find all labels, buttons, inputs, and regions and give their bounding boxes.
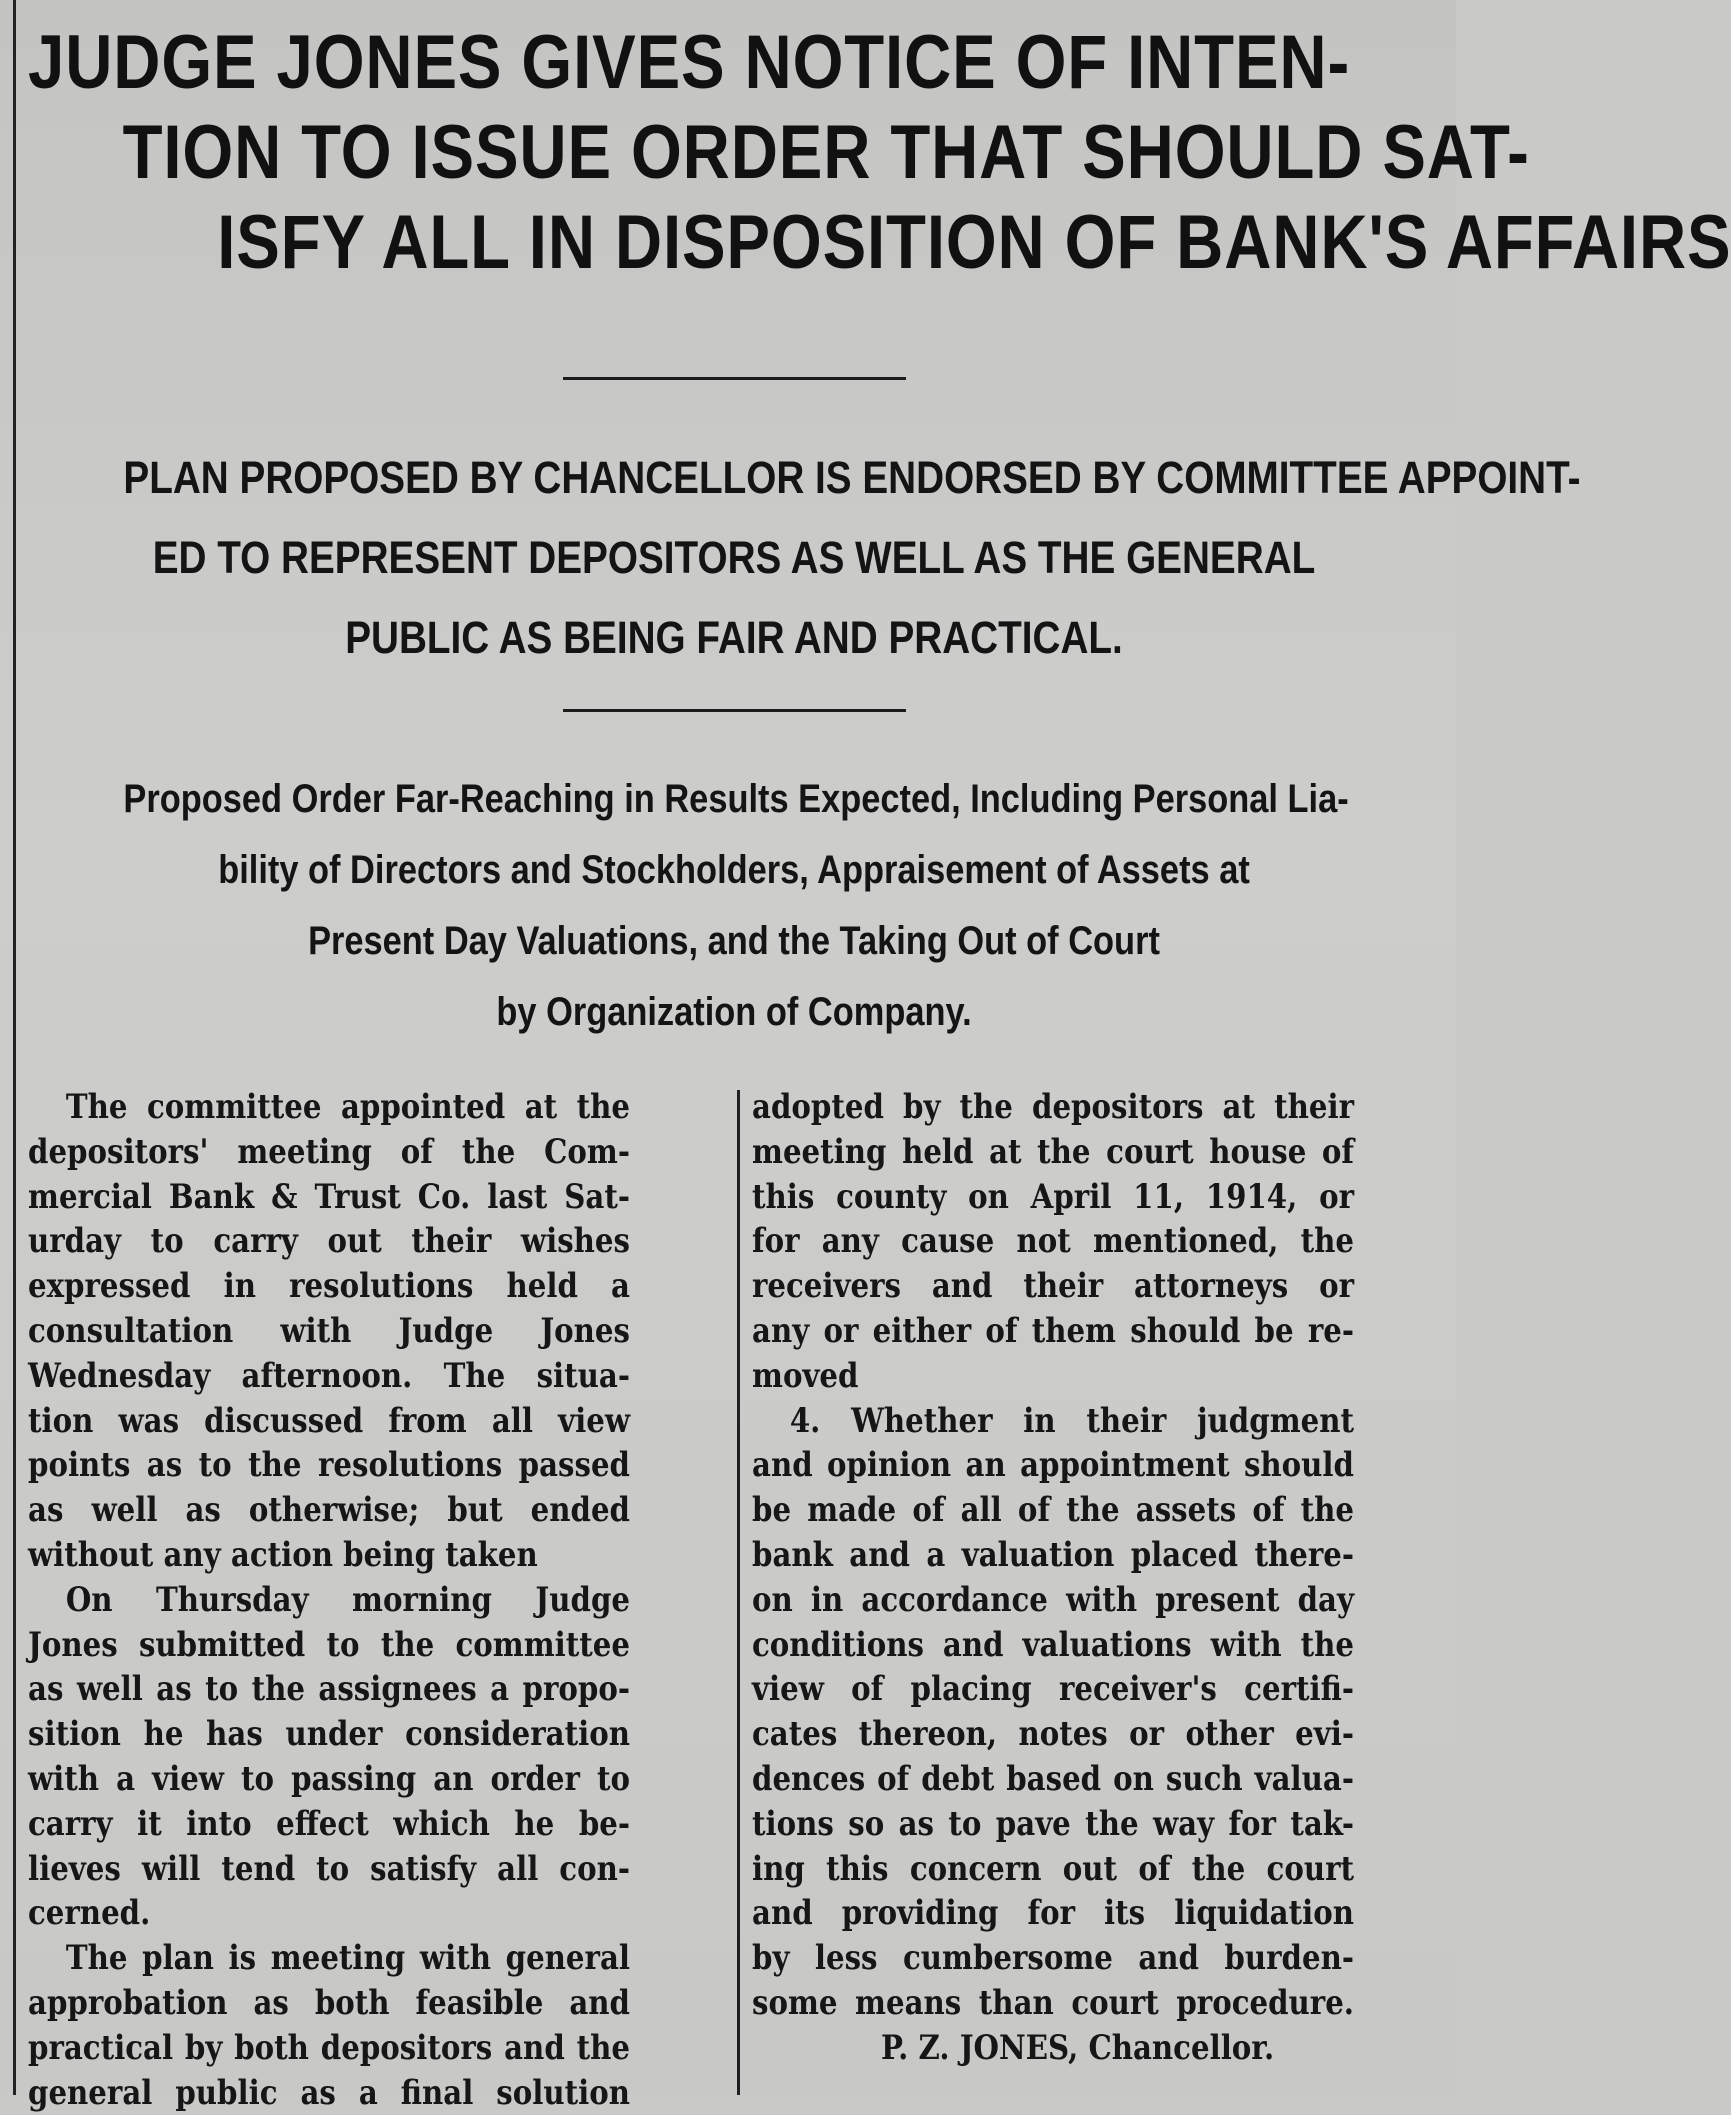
body-line: depositors' meeting of the Com- <box>28 1131 630 1172</box>
body-line: The committee appointed at the <box>65 1087 631 1127</box>
subdeck-line: Proposed Order Far-Reaching in Results Expected, Including Personal Lia- <box>123 777 1349 821</box>
body-line: tion was discussed from all view <box>28 1400 630 1441</box>
column-divider <box>737 1090 740 2095</box>
body-line: receivers and their attorneys or <box>752 1266 1354 1307</box>
body-line: be made of all of the assets of the <box>752 1490 1354 1531</box>
body-line: practical by both depositors and the <box>28 2027 630 2068</box>
body-line: meeting held at the court house of <box>752 1131 1354 1172</box>
body-line: conditions and valuations with the <box>752 1624 1354 1665</box>
subdeck-line: bility of Directors and Stockholders, Appraisement of Assets at <box>218 848 1250 892</box>
body-line: by less cumbersome and burden- <box>752 1938 1354 1979</box>
body-line: and providing for its liquidation <box>752 1893 1354 1934</box>
deck-line: ED TO REPRESENT DEPOSITORS AS WELL AS THE GENERAL <box>152 532 1316 583</box>
body-line: adopted by the depositors at their <box>752 1087 1354 1127</box>
body-line: as well as otherwise; but ended <box>28 1490 630 1531</box>
body-line: cerned. <box>28 1893 151 1934</box>
body-line: this county on April 11, 1914, or <box>752 1176 1354 1217</box>
body-line: for any cause not mentioned, the <box>752 1221 1354 1262</box>
subdeck <box>123 764 1349 1048</box>
signature: P. Z. JONES, Chancellor. <box>881 2027 1275 2068</box>
deck-divider <box>563 709 906 712</box>
body-line: lieves will tend to satisfy all con- <box>28 1848 630 1889</box>
body-line: expressed in resolutions held a <box>28 1266 630 1307</box>
article-column-left <box>28 1085 630 2115</box>
column-rule-left <box>13 0 16 2095</box>
headline-line: JUDGE JONES GIVES NOTICE OF INTEN- <box>28 20 1351 105</box>
body-line: some means than court procedure. <box>752 1982 1354 2023</box>
body-line: Wednesday afternoon. The situa- <box>28 1355 630 1396</box>
body-line: Jones submitted to the committee <box>28 1624 630 1665</box>
headline-divider <box>563 377 906 380</box>
body-line: any or either of them should be re- <box>752 1310 1354 1351</box>
deck-line: PLAN PROPOSED BY CHANCELLOR IS ENDORSED BY COMMITTEE APPOINT- <box>123 452 1581 503</box>
body-line: cates thereon, notes or other evi- <box>752 1714 1354 1755</box>
body-line: bank and a valuation placed there- <box>752 1534 1354 1575</box>
body-line: sition he has under consideration <box>28 1714 630 1755</box>
body-line: as well as to the assignees a propo- <box>28 1669 630 1710</box>
subdeck-line: by Organization of Company. <box>496 990 972 1034</box>
body-line: 4. Whether in their judgment <box>789 1400 1354 1441</box>
headline-line: TION TO ISSUE ORDER THAT SHOULD SAT- <box>122 110 1530 195</box>
body-line: moved <box>752 1355 859 1396</box>
subdeck-line: Present Day Valuations, and the Taking Out of Court <box>308 919 1160 963</box>
body-line: ing this concern out of the court <box>752 1848 1354 1889</box>
body-line: points as to the resolutions passed <box>28 1445 630 1486</box>
body-line: carry it into effect which he be- <box>28 1803 630 1844</box>
body-line: general public as a final solution <box>28 2072 630 2113</box>
body-line: on in accordance with present day <box>752 1579 1354 1620</box>
headline <box>28 18 1731 288</box>
body-line: consultation with Judge Jones <box>28 1310 630 1351</box>
headline-line: ISFY ALL IN DISPOSITION OF BANK'S AFFAIRS <box>217 200 1731 285</box>
body-line: and opinion an appointment should <box>752 1445 1354 1486</box>
body-line: with a view to passing an order to <box>28 1758 630 1799</box>
body-line: dences of debt based on such valua- <box>752 1758 1354 1799</box>
deck-line: PUBLIC AS BEING FAIR AND PRACTICAL. <box>345 612 1123 663</box>
deck <box>123 438 1581 678</box>
body-line: On Thursday morning Judge <box>65 1579 631 1620</box>
body-line: The plan is meeting with general <box>65 1938 631 1979</box>
body-line: mercial Bank & Trust Co. last Sat- <box>28 1176 630 1217</box>
body-line: without any action being taken <box>28 1534 538 1575</box>
body-line: view of placing receiver's certifi- <box>752 1669 1354 1710</box>
body-line: urday to carry out their wishes <box>28 1221 630 1262</box>
body-line: tions so as to pave the way for tak- <box>752 1803 1354 1844</box>
article-column-right <box>752 1085 1354 2071</box>
body-line: approbation as both feasible and <box>28 1982 630 2023</box>
